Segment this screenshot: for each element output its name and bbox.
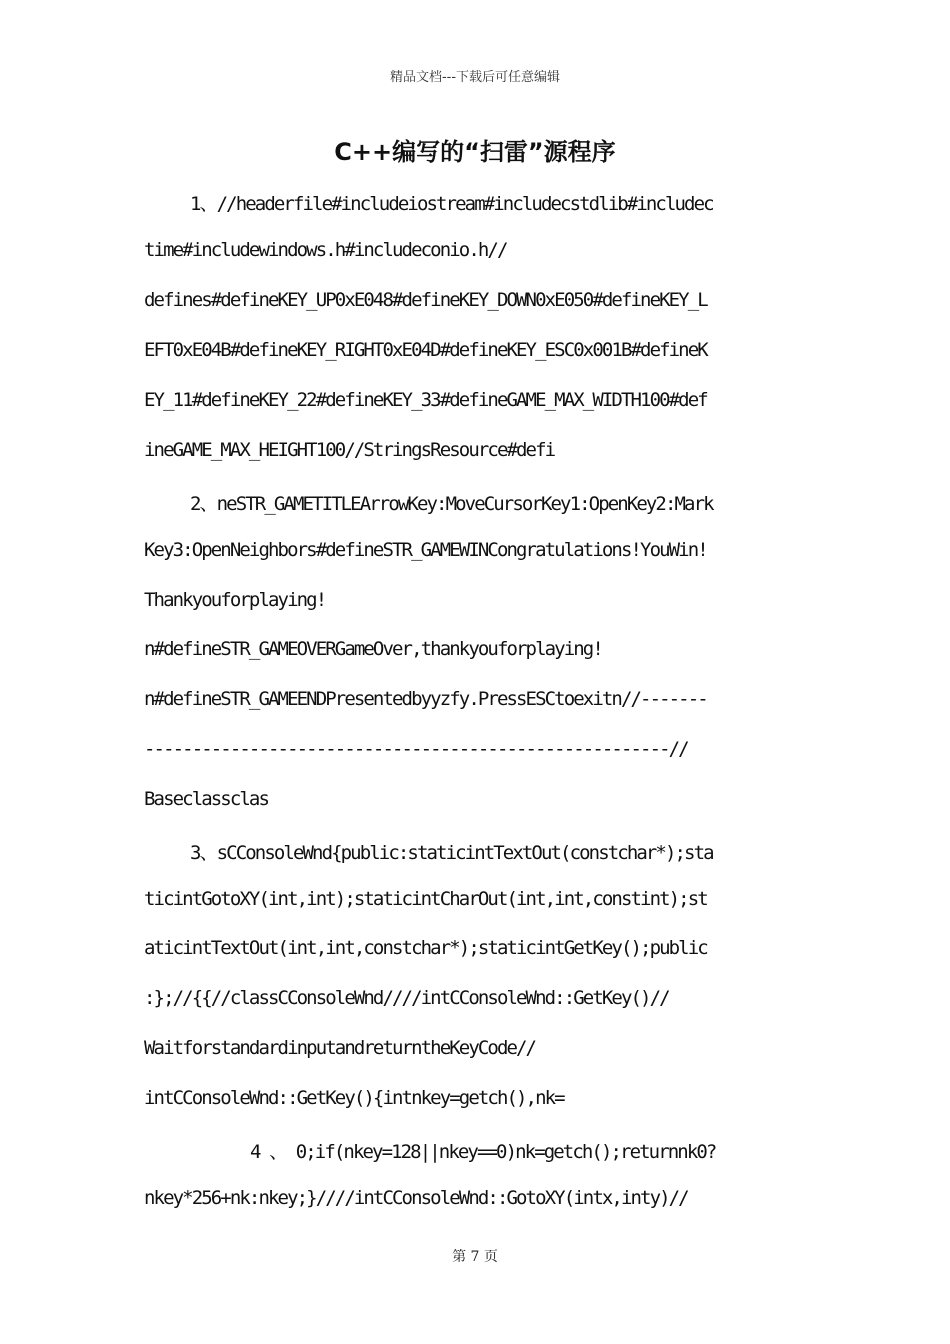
text-line: :};//{{//classCConsoleWnd////intCConsoleWnd::GetKey()// (144, 987, 669, 1009)
page-number: 第 7 页 (452, 1249, 498, 1265)
text-line: 2、neSTR_GAMETITLEArrowKey:MoveCursorKey1:OpenKey2:Mark (190, 493, 713, 515)
text-line: EY_11#defineKEY_22#defineKEY_33#defineGAME_MAX_WIDTH100#def (144, 389, 707, 411)
text-line: ineGAME_MAX_HEIGHT100//StringsResource#defi (144, 439, 555, 461)
text-line: -------------------------------------------------------// (144, 738, 688, 760)
document-title: C++编写的“扫雷”源程序 (334, 138, 616, 166)
text-line: Key3:OpenNeighbors#defineSTR_GAMEWINCongratulations!YouWin! (144, 539, 707, 561)
text-line: 3、sCConsoleWnd{public:staticintTextOut(constchar*);sta (190, 842, 713, 864)
text-line: nkey*256+nk:nkey;}////intCConsoleWnd::GotoXY(intx,inty)// (144, 1187, 688, 1209)
text-line: Thankyouforplaying! (144, 589, 326, 611)
text-line: time#includewindows.h#includeconio.h// (144, 239, 507, 261)
text-line: Baseclassclas (144, 788, 269, 810)
text-line: 4 、 0;if(nkey=128||nkey==0)nk=getch();returnnk0? (250, 1141, 716, 1163)
page-header: 精品文档---下载后可任意编辑 (389, 70, 561, 85)
text-line: EFT0xE04B#defineKEY_RIGHT0xE04D#defineKEY_ESC0x001B#defineK (144, 339, 707, 361)
text-line: 1、//headerfile#includeiostream#includecstdlib#includec (190, 193, 713, 215)
text-line: n#defineSTR_GAMEOVERGameOver,thankyouforplaying! (144, 638, 602, 660)
text-line: aticintTextOut(int,int,constchar*);staticintGetKey();public (144, 937, 707, 959)
text-line: defines#defineKEY_UP0xE048#defineKEY_DOWN0xE050#defineKEY_L (144, 289, 707, 311)
text-line: WaitforstandardinputandreturntheKeyCode// (144, 1037, 536, 1059)
text-line: n#defineSTR_GAMEENDPresentedbyyzfy.PressESCtoexitn//------- (144, 688, 707, 710)
text-line: ticintGotoXY(int,int);staticintCharOut(int,int,constint);st (144, 888, 707, 910)
text-line: intCConsoleWnd::GetKey(){intnkey=getch(),nk= (144, 1087, 564, 1109)
